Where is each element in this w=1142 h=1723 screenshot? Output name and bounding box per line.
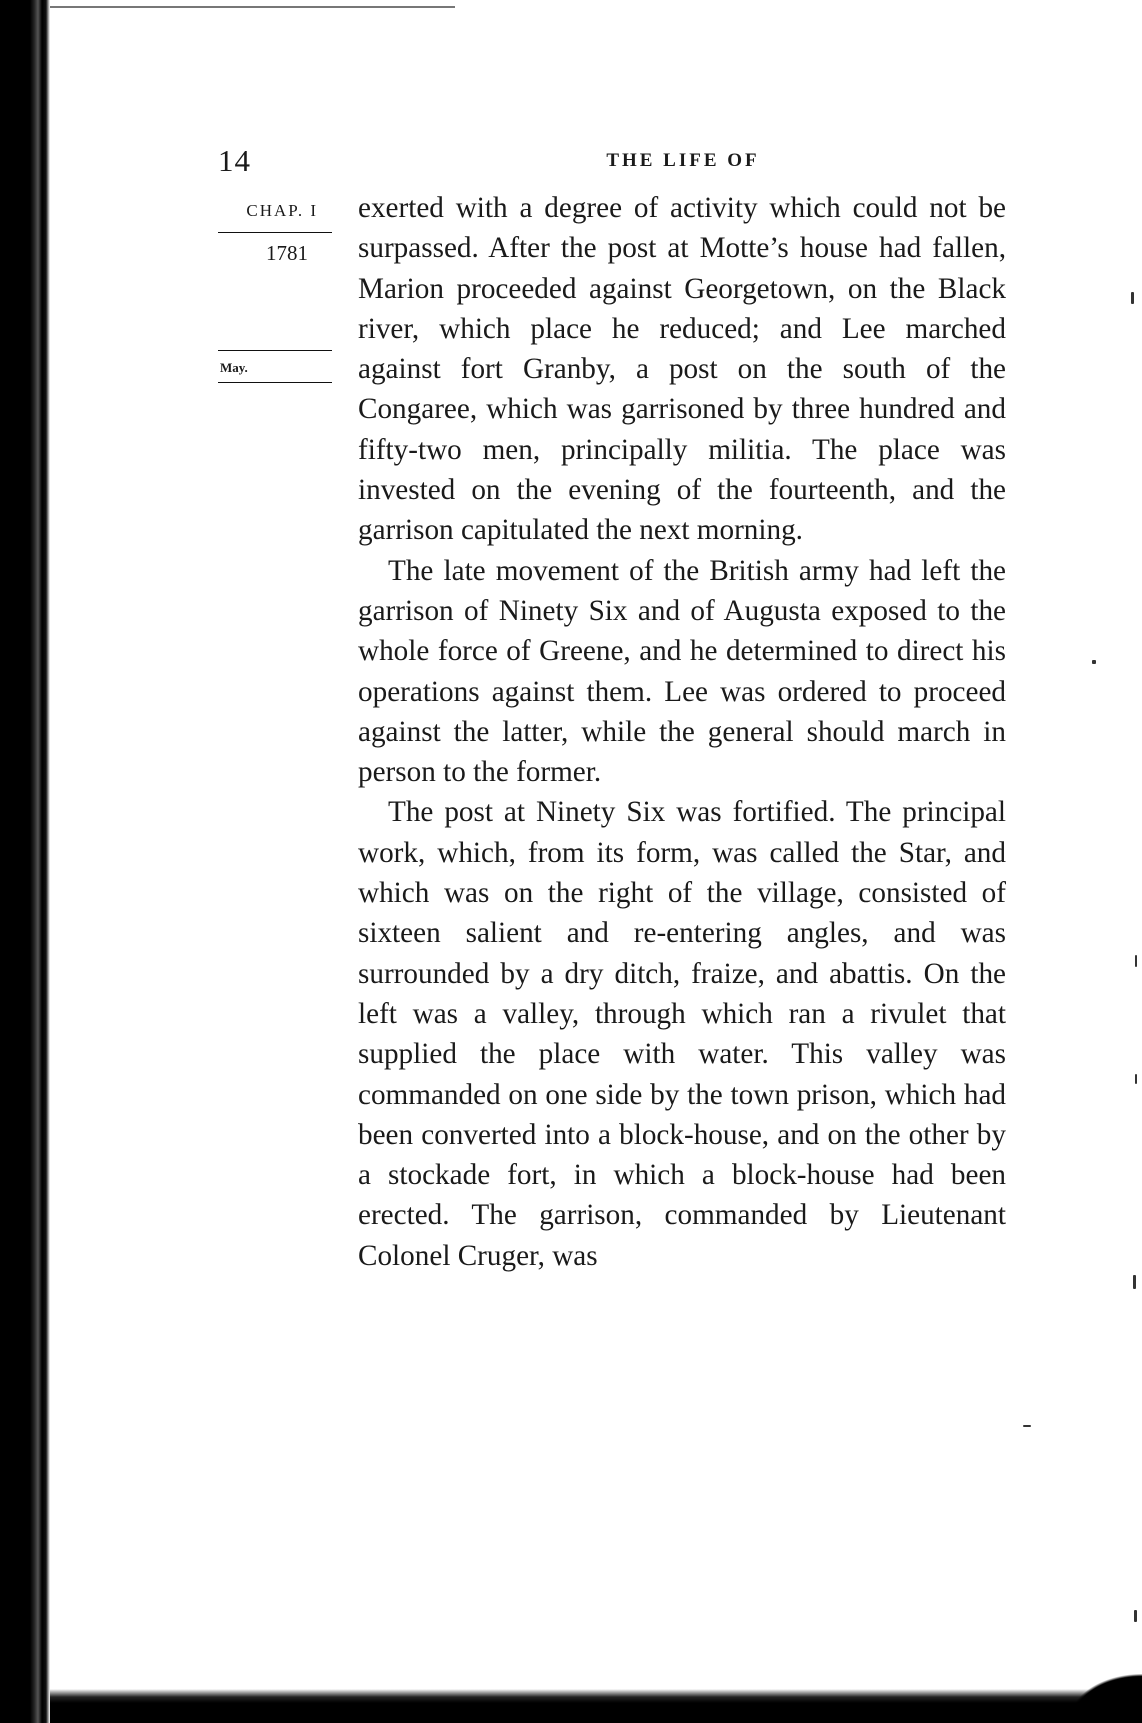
margin-rule [218, 232, 332, 233]
body-text [358, 188, 1006, 1276]
margin-month-note: May. [220, 360, 248, 375]
page-number: 14 [218, 143, 251, 178]
scan-speck [1092, 660, 1096, 664]
paragraph: exerted with a degree of activity which could not be surpassed. After the post at Motte’s house had fallen, Marion proceeded against Georgetown, on the Black river, which place he reduced; and Lee marched against fort Granby, a post on the south of the Congaree, which was garrisoned by three hundred and fifty-two men, principally militia. The place was invested on the evening of the fourteenth, and the garrison capitulated the next morning. [358, 192, 1006, 547]
paragraph: The post at Ninety Six was fortified. The principal work, which, from its form, was called the Star, and which was on the right of the village, consisted of sixteen salient and re-entering angles, and was surrounded by a dry ditch, fraize, and abattis. On the left was a valley, through which ran a rivulet that supplied the place with water. This valley was commanded on one side by the town prison, which had been converted into a block-house, and on the other by a stockade fort, in which a block-house had been erected. The garrison, commanded by Lieutenant Colonel Cruger, was [358, 796, 1006, 1272]
scan-speck [1131, 292, 1134, 304]
scan-speck [1135, 1074, 1137, 1084]
running-head: THE LIFE OF [606, 150, 760, 171]
margin-rule [218, 350, 332, 351]
scan-binding-edge [0, 0, 50, 1723]
margin-rule [218, 382, 332, 383]
scan-bottom-edge [50, 1689, 1142, 1723]
scan-speck [1135, 955, 1137, 967]
scan-speck [1133, 1275, 1136, 1289]
scan-page-curl [1052, 1663, 1142, 1723]
scan-speck [1134, 1610, 1137, 1622]
margin-chapter-note: CHAP. I [246, 201, 318, 220]
scan-speck [1023, 1425, 1031, 1427]
paragraph: The late movement of the British army had left the garrison of Ninety Six and of Augusta exposed to the whole force of Greene, and he determined to direct his operations against them. Lee was ordered to proceed against the latter, while the general should march in person to the former. [358, 554, 1006, 789]
scan-top-rule [50, 6, 455, 8]
margin-year-note: 1781 [266, 241, 308, 265]
